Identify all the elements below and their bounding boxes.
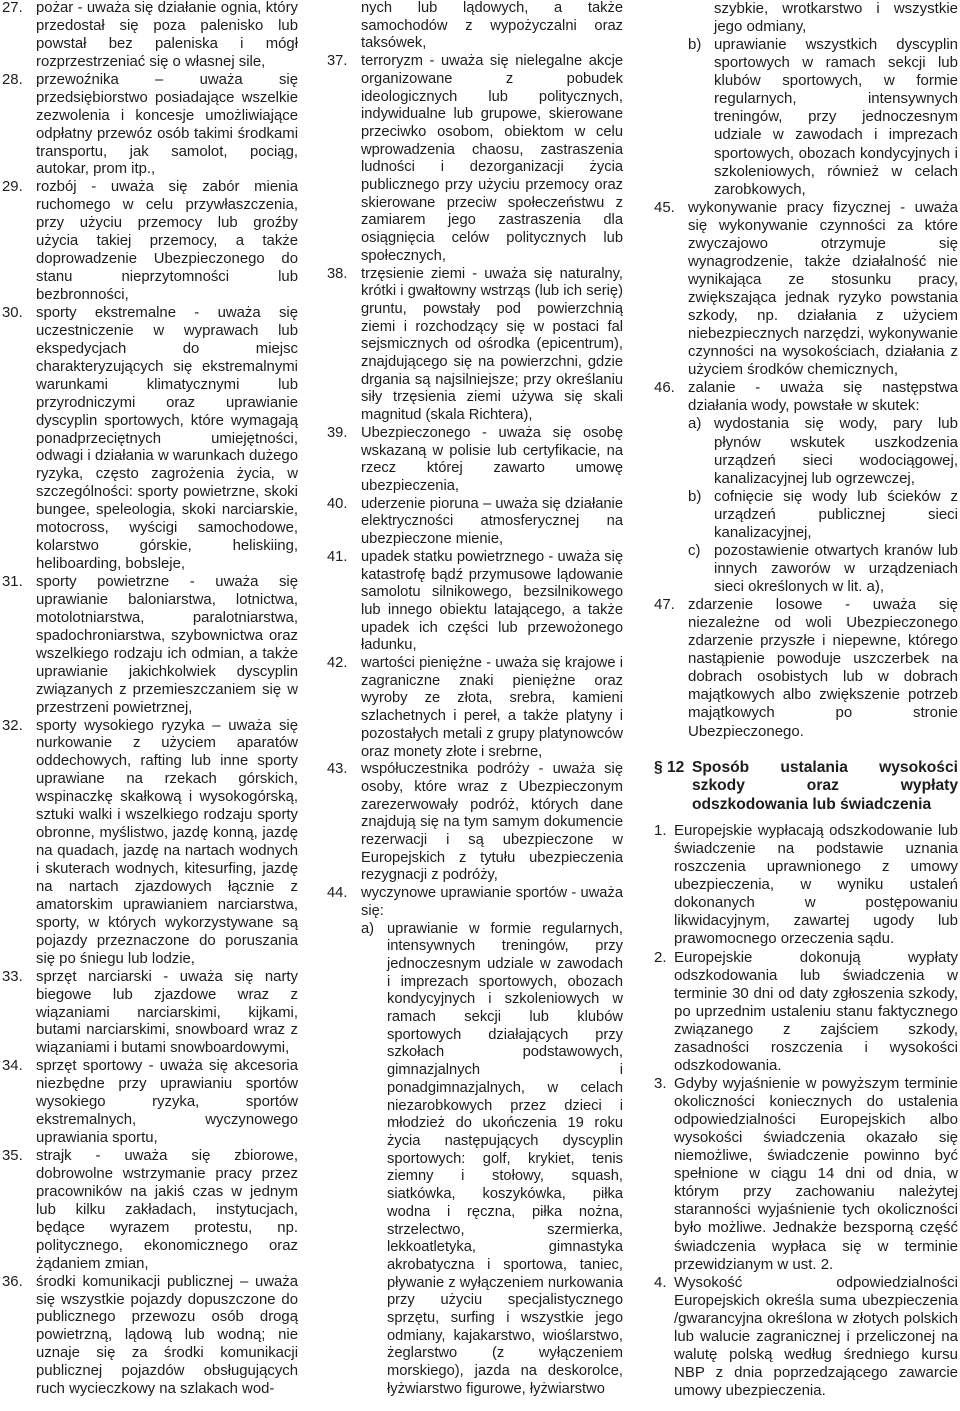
definition-44-subitems-cont xyxy=(688,36,958,199)
continued-text xyxy=(714,0,958,36)
item-number: 34. xyxy=(2,1058,23,1075)
continued-text xyxy=(361,0,623,53)
paragraph-text: Europejskie wypłacają odszkodowanie lub świadczenie na podstawie uznania roszczenia uprawnionego z umowy ubezpieczenia, w wyniku ustaleń dokonanych w postępowaniu likwidacyjnym, zawartej ugody lub prawomocnego orzeczenia sądu. xyxy=(674,822,958,948)
subitem-letter: a) xyxy=(361,920,375,937)
definition-36 xyxy=(2,1274,298,1400)
item-number: 35. xyxy=(2,1148,23,1164)
item-number: 44. xyxy=(327,885,348,902)
item-number: 39. xyxy=(327,424,348,441)
item-text: Ubezpieczonego - uważa się osobę wskazaną w polisie lub certyfikacie, na rzecz której zawarto umowę ubezpieczenia, xyxy=(361,424,623,494)
definition-40 xyxy=(327,496,623,549)
item-text: sporty wysokiego ryzyka – uważa się nurkowanie z użyciem aparatów oddechowych, rafting lub inne sporty uprawiane na rzekach górskich, wspinaczkę skałkową i wysokogórską, sztuki walki i wszelkiego rodzaju sporty obronne, myślistwo, jazdę konną, jazdę na quadach, jazdę na nartach wodnych i skuterach wodnych, kitesurfing, jazdę na nartach zjazdowych łącznie z amatorskim uprawianiem narciarstwa, sporty, w których wykorzystywane są pojazdy przeznaczone do poruszania się po śniegu lub lodzie, xyxy=(36,717,298,967)
item-text: trzęsienie ziemi - uważa się naturalny, krótki i gwałtowny wstrząs (lub ich serię) gruntu, powstały pod powierzchnią ziemi i rozchodzący się w postaci fal sejsmicznych od ośrodka (epicentrum), znajdującego się na powierzchni, gdzie drgania są najsilniejsze; przy określaniu siły trzęsienia ziemi używa się skali magnitud (skala Richtera), xyxy=(361,265,623,424)
subitem-text: uprawianie w formie regularnych, intensywnych treningów, przy jednoczesnym udziale w zawodach i imprezach sportowych, obozach kondycyjnych i szkoleniowych w ramach sekcji lub klubów sportowych działających przy szkołach podstawowych, gimnazjalnych i ponadgimnazjalnych, w celach niezarobkowych przez dzieci i młodzież do ukończenia 19 roku życia następujących dyscyplin sportowych: golf, krykiet, tenis ziemny i stołowy, squash, siatkówka, koszykówka, piłka wodna i ręczna, piłka nożna, strzelectwo, szermierka, lekkoatletyka, gimnastyka akrobatyczna i sportowa, taniec, pływanie z wyłączeniem nurkowania przy użyciu specjalistycznego sprzętu, surfing i wszystkie jego odmiany, kajakarstwo, wioślarstwo, żeglarstwo (z wyłączeniem morskiego), jazda na deskorolce, łyżwiarstwo figurowe, łyżwiarstwo xyxy=(387,920,623,1397)
definition-38 xyxy=(327,266,623,425)
item-number: 29. xyxy=(2,179,23,196)
paragraph-3 xyxy=(654,1075,958,1274)
definition-41 xyxy=(327,549,623,655)
definition-46-subitems xyxy=(688,415,958,596)
definition-34 xyxy=(2,1058,298,1148)
definition-44-subitems xyxy=(361,921,623,1399)
subitem-46b xyxy=(688,488,958,542)
continued-text-body: nych lub lądowych, a także samochodów z wypożyczalni oraz taksówek, xyxy=(361,0,623,52)
item-text: sporty ekstremalne - uważa się uczestniczenie w wyprawach lub ekspedycjach do miejsc charakteryzujących się ekstremalnymi warunkami klimatycznymi lub przyrodniczymi oraz uprawianie dyscyplin sportowych, które wymagają ponadprzeciętnych umiejętności, odwagi i działania w warunkach dużego ryzyka, często zagrożenia życia, w szczególności: sporty powietrzne, skoki bungee, speleologia, skoki narciarskie, motocross, wyścigi samochodowe, kolarstwo górskie, heliskiing, heliboarding, bobsleje, xyxy=(36,304,298,573)
section-sign: § 12 xyxy=(654,758,685,776)
item-text: uderzenie pioruna – uważa się działanie elektryczności atmosferycznej na ubezpieczone mienie, xyxy=(361,495,623,548)
definition-43 xyxy=(327,761,623,885)
definition-30 xyxy=(2,305,298,574)
item-number: 43. xyxy=(327,761,348,778)
definition-33 xyxy=(2,969,298,1059)
definition-32 xyxy=(2,718,298,969)
item-number: 47. xyxy=(654,596,675,614)
definition-44 xyxy=(327,885,623,920)
section-heading xyxy=(654,759,958,815)
paragraph-number: 2. xyxy=(654,948,667,966)
column-left xyxy=(2,0,298,1399)
item-text: sprzęt narciarski - uważa się narty biegowe lub zjazdowe wraz z wiązaniami narciarskimi, kijkami, butami narciarskimi, snowboard wraz z wiązaniami i butami snowboardowymi, xyxy=(36,968,298,1057)
subitem-44a xyxy=(361,921,623,1399)
definition-35 xyxy=(2,1148,298,1274)
item-text: sporty powietrzne - uważa się uprawianie baloniarstwa, lotnictwa, motolotniarstwa, paralotniarstwa, spadochroniarstwa, szybownictwa oraz wszelkiego rodzaju ich odmian, a także uprawianie jakichkolwiek dyscyplin związanych z przemieszczaniem się w przestrzeni powietrznej, xyxy=(36,574,298,716)
paragraph-text: Gdyby wyjaśnienie w powyższym terminie okoliczności koniecznych do ustalenia odpowiedzialności Europejskich albo wysokości świadczenia okazało się niemożliwe, świadczenie powinno być spełnione w ciągu 14 dni od dnia, w którym przy zachowaniu należytej staranności wyjaśnienie tych okoliczności było możliwe. Jednakże bezsporną część świadczenia wypłaca się w terminie przewidzianym w ust. 2. xyxy=(674,1074,958,1273)
definition-39 xyxy=(327,425,623,496)
item-text: przewoźnika – uważa się przedsiębiorstwo posiadające wszelkie zezwolenia i koncesje umożliwiające odpłatny przewóz osób takimi środkami transportu, jak samolot, pociąg, autokar, prom itp., xyxy=(36,71,298,178)
item-text: wykonywanie pracy fizycznej - uważa się wykonywanie czynności za które zwyczajowo otrzymuje się wynagrodzenie, także działalność nie wynikająca ze stosunku pracy, zwiększająca jednak ryzyko powstania szkody, np. działania z użyciem niebezpiecznych narzędzi, wykonywanie czynności na wysokościach, działania z użyciem środków chemicznych, xyxy=(688,198,958,379)
item-number: 37. xyxy=(327,53,348,70)
column-right xyxy=(654,0,958,1400)
subitem-44b xyxy=(688,36,958,199)
subitem-text: pozostawienie otwartych kranów lub innych zaworów w urządzeniach sieci określonych w lit. a), xyxy=(714,541,958,595)
subitem-letter: b) xyxy=(688,487,702,505)
paragraph-4 xyxy=(654,1274,958,1400)
definition-46 xyxy=(654,379,958,415)
item-text: wyczynowe uprawianie sportów - uważa się: xyxy=(361,885,623,919)
paragraph-text: Wysokość odpowiedzialności Europejskich określa suma ubezpieczenia /gwarancyjna określona w złotych polskich lub walucie zagranicznej i przeliczonej na walutę polską według średniego kursu NBP z dnia poprzedzającego zawarcie umowy ubezpieczenia. xyxy=(674,1273,958,1399)
item-number: 45. xyxy=(654,198,675,216)
item-number: 32. xyxy=(2,717,23,734)
item-number: 36. xyxy=(2,1273,23,1290)
paragraph-number: 3. xyxy=(654,1074,667,1092)
subitem-text: wydostania się wody, pary lub płynów wskutek uszkodzenia urządzeń sieci wodociągowej, kanalizacyjnej lub ogrzewczej, xyxy=(714,415,958,487)
item-number: 46. xyxy=(654,379,675,397)
continued-text-body: szybkie, wrotkarstwo i wszystkie jego odmiany, xyxy=(714,0,958,36)
item-text: rozbój - uważa się zabór mienia ruchomego w celu przywłaszczenia, przy użyciu przemocy lub groźby użycia takiej przemocy, a także doprowadzenie Ubezpieczonego do stanu nieprzytomności lub bezbronności, xyxy=(36,179,298,303)
item-number: 42. xyxy=(327,655,348,672)
subitem-letter: a) xyxy=(688,415,702,433)
item-text: sprzęt sportowy - uważa się akcesoria niezbędne przy uprawianiu sportów wysokiego ryzyka, sportów ekstremalnych, wyczynowego uprawiania sportu, xyxy=(36,1058,298,1147)
paragraph-number: 4. xyxy=(654,1273,667,1291)
definition-47 xyxy=(654,596,958,741)
item-number: 30. xyxy=(2,304,23,321)
paragraph-number: 1. xyxy=(654,822,667,840)
definition-31 xyxy=(2,574,298,718)
item-text: współuczestnika podróży - uważa się osoby, które wraz z Ubezpieczonym zarezerwowały podróż, których dane znajdują się na tym samym dokumencie rezerwacji i są ubezpieczone w Europejskich z tytułu ubezpieczenia rezygnacji z podróży, xyxy=(361,761,623,884)
item-text: upadek statku powietrznego - uważa się katastrofę bądź przymusowe lądowanie samolotu silnikowego, bezsilnikowego lub innego obiektu latającego, a także upadek ich części lub przewożonego ładunku, xyxy=(361,548,623,654)
paragraph-2 xyxy=(654,949,958,1075)
item-text: strajk - uważa się zbiorowe, dobrowolne wstrzymanie pracy przez pracowników na jakiś czas w jednym lub kilku zakładach, instytucjach, będące wyrazem protestu, np. politycznego, ekonomicznego oraz żądaniem zmian, xyxy=(36,1148,298,1272)
subitem-46c xyxy=(688,542,958,596)
definition-28 xyxy=(2,72,298,180)
item-text: zdarzenie losowe - uważa się niezależne od woli Ubezpieczonego zdarzenie przyszłe i niepewne, którego nastąpienie powoduje uszczerbek na dobrach osobistych lub w dobrach majątkowych albo zwiększenie potrzeb majątkowych po stronie Ubezpieczonego. xyxy=(688,596,958,740)
paragraph-1 xyxy=(654,822,958,948)
column-middle xyxy=(327,0,623,1399)
item-text: pożar - uważa się działanie ognia, który przedostał się poza palenisko lub powstał bez paleniska i mógł rozprzestrzeniać się o własnej sile, xyxy=(36,0,298,70)
subitem-text: uprawianie wszystkich dyscyplin sportowych w ramach sekcji lub klubów sportowych, w formie regularnych, intensywnych treningów, przy jednoczesnym udziale w zawodach i imprezach sportowych, obozach kondycyjnych i szkoleniowych, również w celach zarobkowych, xyxy=(714,36,958,198)
subitem-text: cofnięcie się wody lub ścieków z urządzeń publicznej sieci kanalizacyjnej, xyxy=(714,487,958,541)
item-text: wartości pieniężne - uważa się krajowe i zagraniczne znaki pieniężne oraz wyroby ze złota, srebra, kamieni szlachetnych i pereł, a także platyny i pozostałych metali z grupy platynowców oraz monety złote i srebrne, xyxy=(361,655,623,760)
item-number: 38. xyxy=(327,265,348,282)
item-number: 28. xyxy=(2,71,23,88)
item-number: 31. xyxy=(2,574,23,590)
definition-42 xyxy=(327,655,623,761)
subitem-letter: c) xyxy=(688,541,701,559)
section-title: Sposób ustalania wysokości szkody oraz wypłaty odszkodowania lub świadczenia xyxy=(692,758,958,813)
item-number: 41. xyxy=(327,548,348,565)
definition-37 xyxy=(327,53,623,265)
item-text: środki komunikacji publicznej – uważa się wszystkie pojazdy dopuszczone do publicznego przewozu osób drogą powietrzną, lądową lub wodną; nie uznaje się za środki komunikacji publicznej pojazdów obsługujących ruch wycieczkowy na szlakach wod- xyxy=(36,1273,298,1398)
definition-27 xyxy=(2,0,298,72)
definition-29 xyxy=(2,179,298,305)
subitem-46a xyxy=(688,415,958,487)
definition-45 xyxy=(654,199,958,380)
item-number: 27. xyxy=(2,0,23,16)
item-number: 40. xyxy=(327,495,348,512)
paragraph-text: Europejskie dokonują wypłaty odszkodowania lub świadczenia w terminie 30 dni od daty zgłoszenia szkody, po uprzednim ustaleniu stanu faktycznego związanego z zajściem szkody, zasadności roszczenia i wysokości odszkodowania. xyxy=(674,948,958,1074)
item-number: 33. xyxy=(2,968,23,985)
item-text: zalanie - uważa się następstwa działania wody, powstałe w skutek: xyxy=(688,379,958,415)
subitem-letter: b) xyxy=(688,36,702,54)
item-text: terroryzm - uważa się nielegalne akcje organizowane z pobudek ideologicznych lub politycznych, indywidualne lub grupowe, skierowane przeciwko osobom, obiektom w celu wprowadzenia chaosu, zastraszenia ludności i dezorganizacji życia publicznego przy użyciu przemocy oraz skierowane przeciw społeczeństwu z zamiarem jego zastraszenia dla osiągnięcia celów politycznych lub społecznych, xyxy=(361,53,623,264)
